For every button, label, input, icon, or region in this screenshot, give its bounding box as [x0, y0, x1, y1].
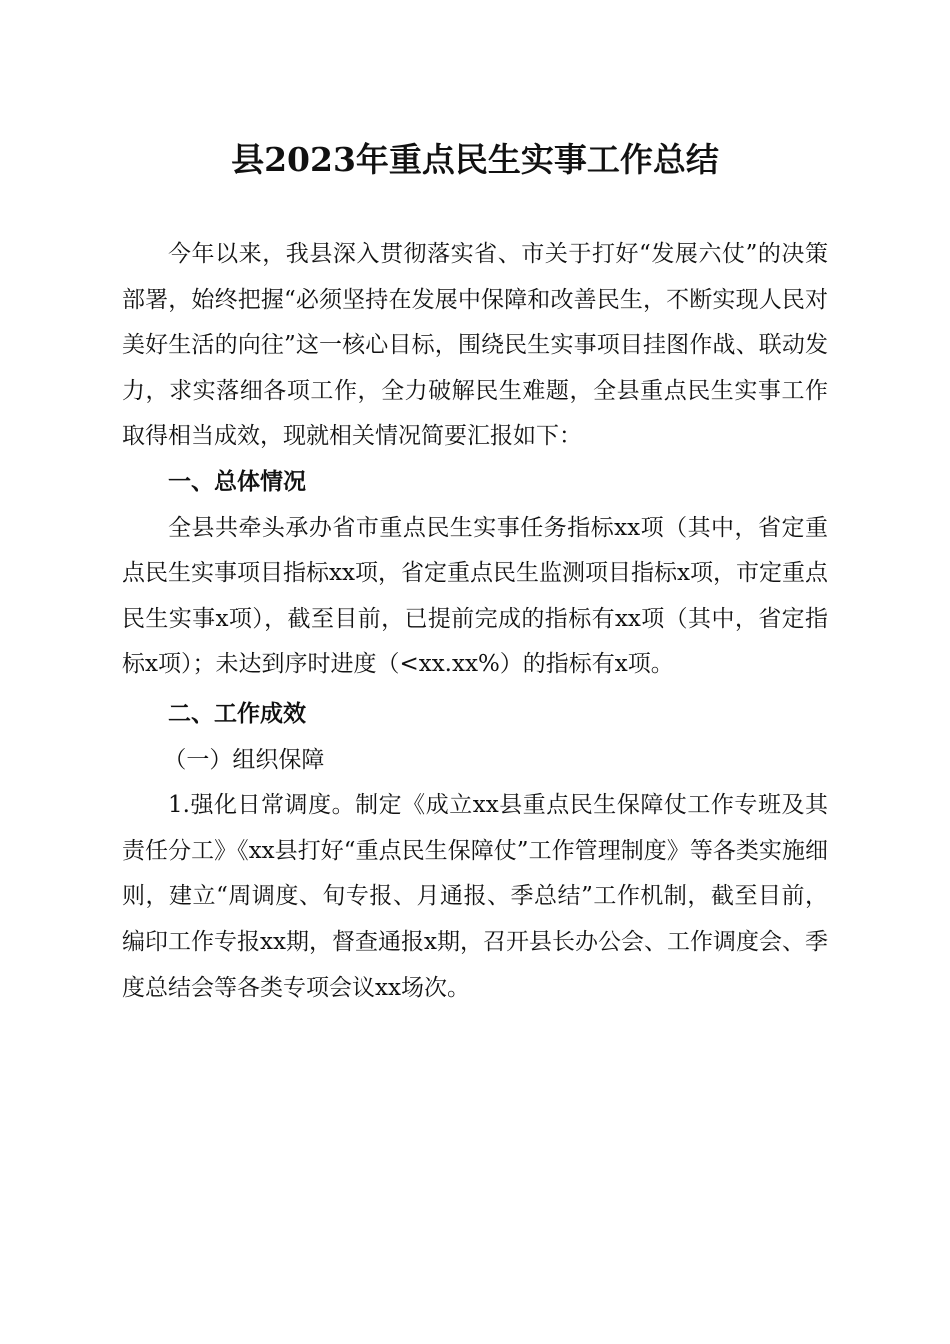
section-heading-results: 二、工作成效 [168, 700, 306, 727]
overview-paragraph: 全县共牵头承办省市重点民生实事任务指标xx项（其中，省定重点民生实事项目指标xx项，省定重点民生监测项目指标x项，市定重点民生实事x项），截至目前，已提前完成的指标有xx项（其中，省定指标x项）；未达到序时进度（<xx.xx%）的指标有x项。 [122, 514, 828, 678]
section-heading-overview: 一、总体情况 [168, 468, 306, 495]
document-title: 县2023年重点民生实事工作总结 [231, 140, 719, 179]
intro-paragraph: 今年以来，我县深入贯彻落实省、市关于打好“发展六仗”的决策部署，始终把握“必须坚持在发展中保障和改善民生，不断实现人民对美好生活的向往”这一核心目标，围绕民生实事项目挂图作战、联动发力，求实落细各项工作，全力破解民生难题，全县重点民生实事工作取得相当成效，现就相关情况简要汇报如下： [122, 241, 828, 450]
organization-paragraph: 1.强化日常调度。制定《成立xx县重点民生保障仗工作专班及其责任分工》《xx县打好“重点民生保障仗”工作管理制度》等各类实施细则，建立“周调度、旬专报、月通报、季总结”工作机制，截至目前，编印工作专报xx期，督查通报x期，召开县长办公会、工作调度会、季度总结会等各类专项会议xx场次。 [122, 792, 828, 1001]
document-body [122, 232, 828, 1011]
subsection-heading-organization: （一）组织保障 [163, 746, 325, 773]
